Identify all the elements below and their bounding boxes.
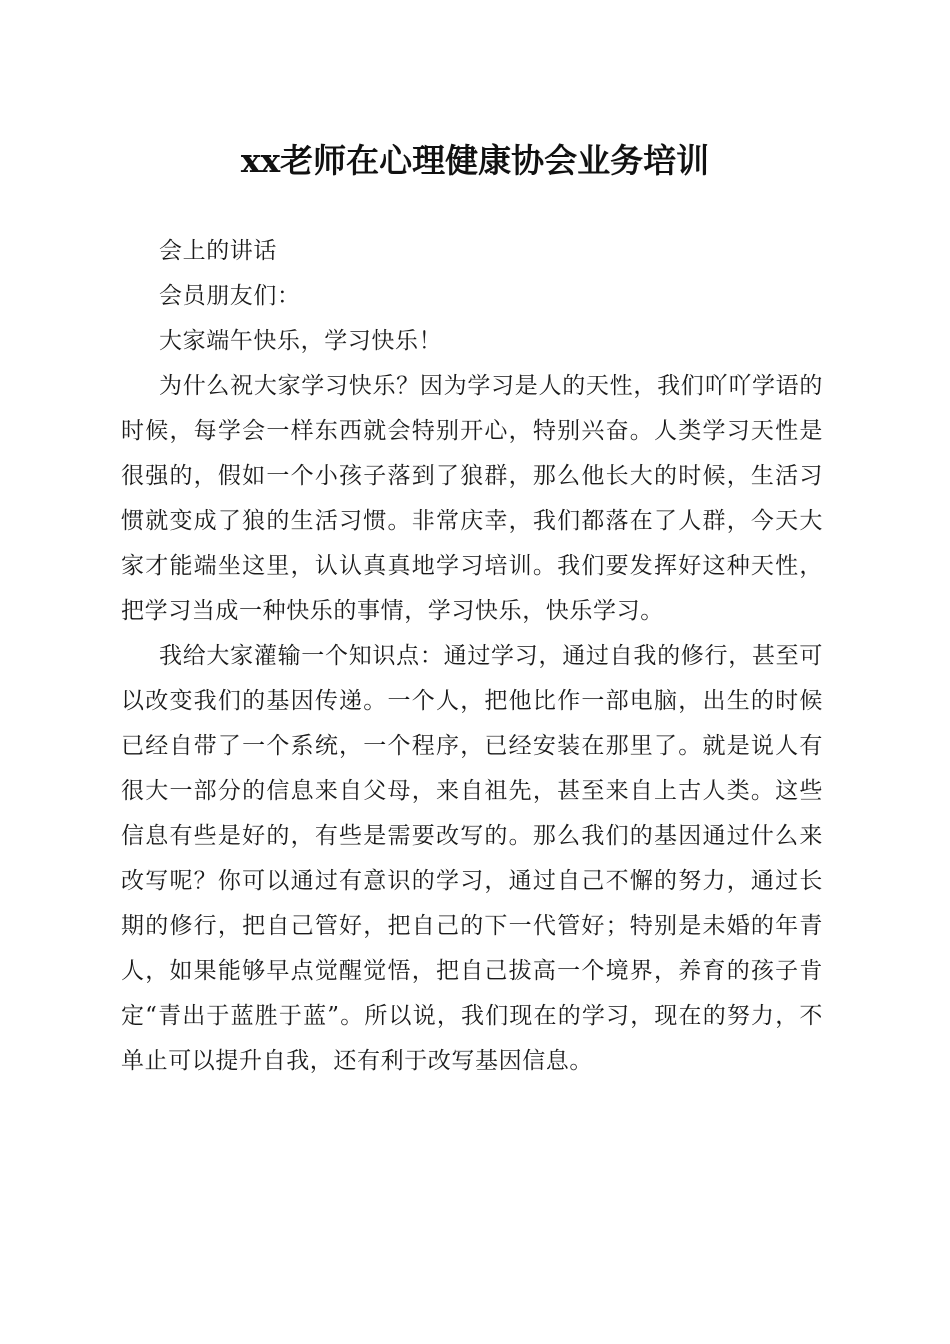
paragraph-salutation: 会员朋友们： — [159, 283, 301, 309]
paragraph-learning-joy: 为什么祝大家学习快乐？因为学习是人的天性，我们吖吖学语的时候，每学会一样东西就会特别开心，特别兴奋。人类学习天性是很强的，假如一个小孩子落到了狼群，那么他长大的时候，生活习惯就变成了狼的生活习惯。非常庆幸，我们都落在了人群，今天大家才能端坐这里，认认真真地学习培训。我们要发挥好这种天性，把学习当成一种快乐的事情，学习快乐，快乐学习。 — [121, 373, 823, 624]
document-title: xx老师在心理健康协会业务培训 — [240, 141, 710, 180]
paragraph-greeting: 大家端午快乐，学习快乐！ — [159, 328, 443, 354]
document-body — [121, 229, 823, 1084]
paragraph-subtitle: 会上的讲话 — [159, 238, 277, 264]
paragraph-gene-rewrite: 我给大家灌输一个知识点：通过学习，通过自我的修行，甚至可以改变我们的基因传递。一个人，把他比作一部电脑，出生的时候已经自带了一个系统，一个程序，已经安装在那里了。就是说人有很大一部分的信息来自父母，来自祖先，甚至来自上古人类。这些信息有些是好的，有些是需要改写的。那么我们的基因通过什么来改写呢？你可以通过有意识的学习，通过自己不懈的努力，通过长期的修行，把自己管好，把自己的下一代管好；特别是未婚的年青人，如果能够早点觉醒觉悟，把自己拔高一个境界，养育的孩子肯定“青出于蓝胜于蓝”。所以说，我们现在的学习，现在的努力，不单止可以提升自我，还有利于改写基因信息。 — [121, 643, 823, 1074]
